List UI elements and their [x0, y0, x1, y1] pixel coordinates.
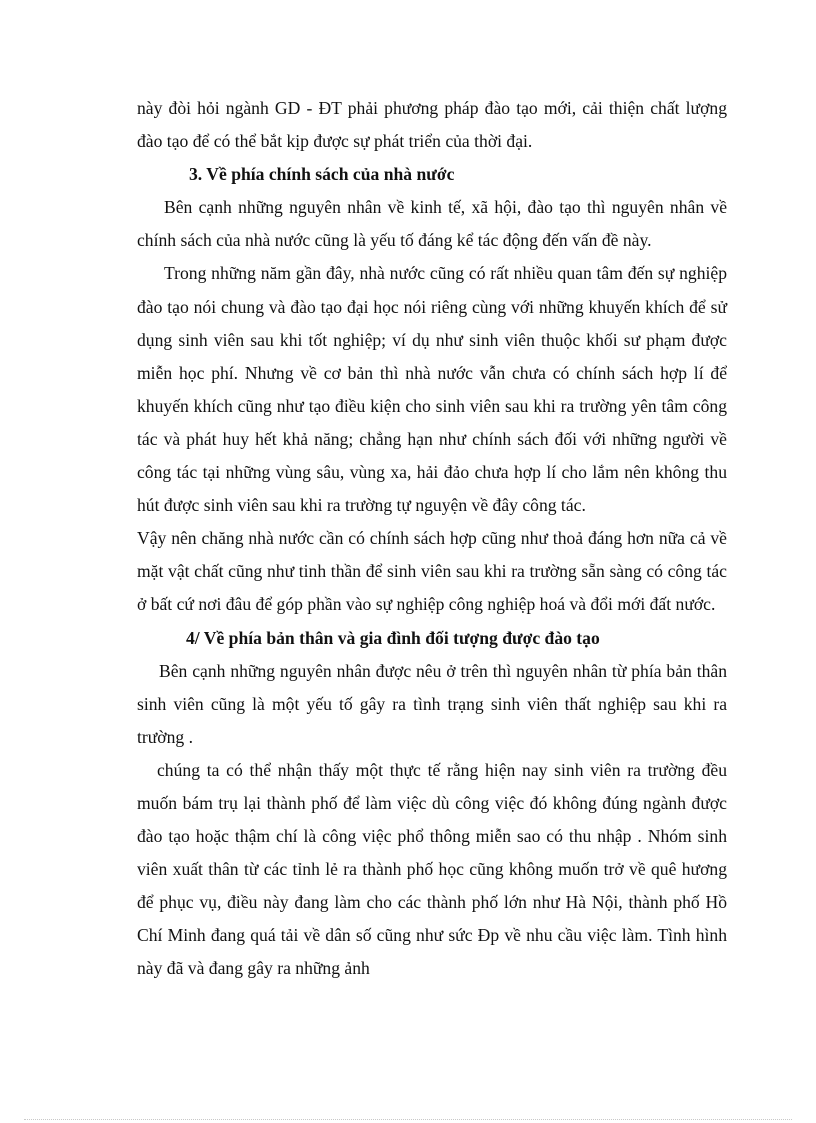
- continuation-paragraph: này đòi hỏi ngành GD - ĐT phải phương pháp đào tạo mới, cải thiện chất lượng đào tạo để có thể bắt kịp được sự phát triển của thời đại.: [137, 98, 727, 152]
- paragraph-policy-intro: Bên cạnh những nguyên nhân về kinh tế, xã hội, đào tạo thì nguyên nhân về chính sách của nhà nước cũng là yếu tố đáng kể tác động đến vấn đề này.: [137, 197, 727, 251]
- page-bottom-rule: [24, 1119, 792, 1120]
- paragraph-self-detail: chúng ta có thể nhận thấy một thực tế rằng hiện nay sinh viên ra trường đều muốn bám trụ lại thành phố để làm việc dù công việc đó không đúng ngành được đào tạo hoặc thậm chí là công việc phổ thông miễn sao có thu nhập . Nhóm sinh viên xuất thân từ các tỉnh lẻ ra thành phố học cũng không muốn trở về quê hương để phục vụ, điều này đang làm cho các thành phố lớn như Hà Nội, thành phố Hồ Chí Minh đang quá tải về dân số cũng như sức Ðp về nhu cầu việc làm. Tình hình này đã và đang gây ra những ảnh: [137, 759, 727, 979]
- paragraph-self-intro: Bên cạnh những nguyên nhân được nêu ở trên thì nguyên nhân từ phía bản thân sinh viên cũng là một yếu tố gây ra tình trạng sinh viên thất nghiệp sau khi ra trường .: [137, 660, 727, 747]
- paragraph-policy-conclusion: Vậy nên chăng nhà nước cần có chính sách hợp cũng như thoả đáng hơn nữa cả về mặt vật chất cũng như tinh thần để sinh viên sau khi ra trường sẵn sàng có công tác ở bất cứ nơi đâu để góp phần vào sự nghiệp công nghiệp hoá và đổi mới đất nước.: [137, 528, 727, 615]
- paragraph-policy-detail: Trong những năm gần đây, nhà nước cũng có rất nhiều quan tâm đến sự nghiệp đào tạo nói chung và đào tạo đại học nói riêng cùng với những khuyến khích để sử dụng sinh viên sau khi tốt nghiệp; ví dụ như sinh viên thuộc khối sư phạm được miễn học phí. Nhưng về cơ bản thì nhà nước vẫn chưa có chính sách hợp lí để khuyến khích cũng như tạo điều kiện cho sinh viên sau khi ra trường yên tâm công tác và phát huy hết khả năng; chẳng hạn như chính sách đối với những người về công tác tại những vùng sâu, vùng xa, hải đảo chưa hợp lí cho lắm nên không thu hút được sinh viên sau khi ra trường tự nguyện về đây công tác.: [137, 263, 727, 516]
- section-heading-policy: 3. Về phía chính sách của nhà nước: [189, 164, 455, 185]
- document-page: [137, 92, 727, 986]
- section-heading-self-family: 4/ Về phía bản thân và gia đình đối tượng được đào tạo: [186, 627, 600, 648]
